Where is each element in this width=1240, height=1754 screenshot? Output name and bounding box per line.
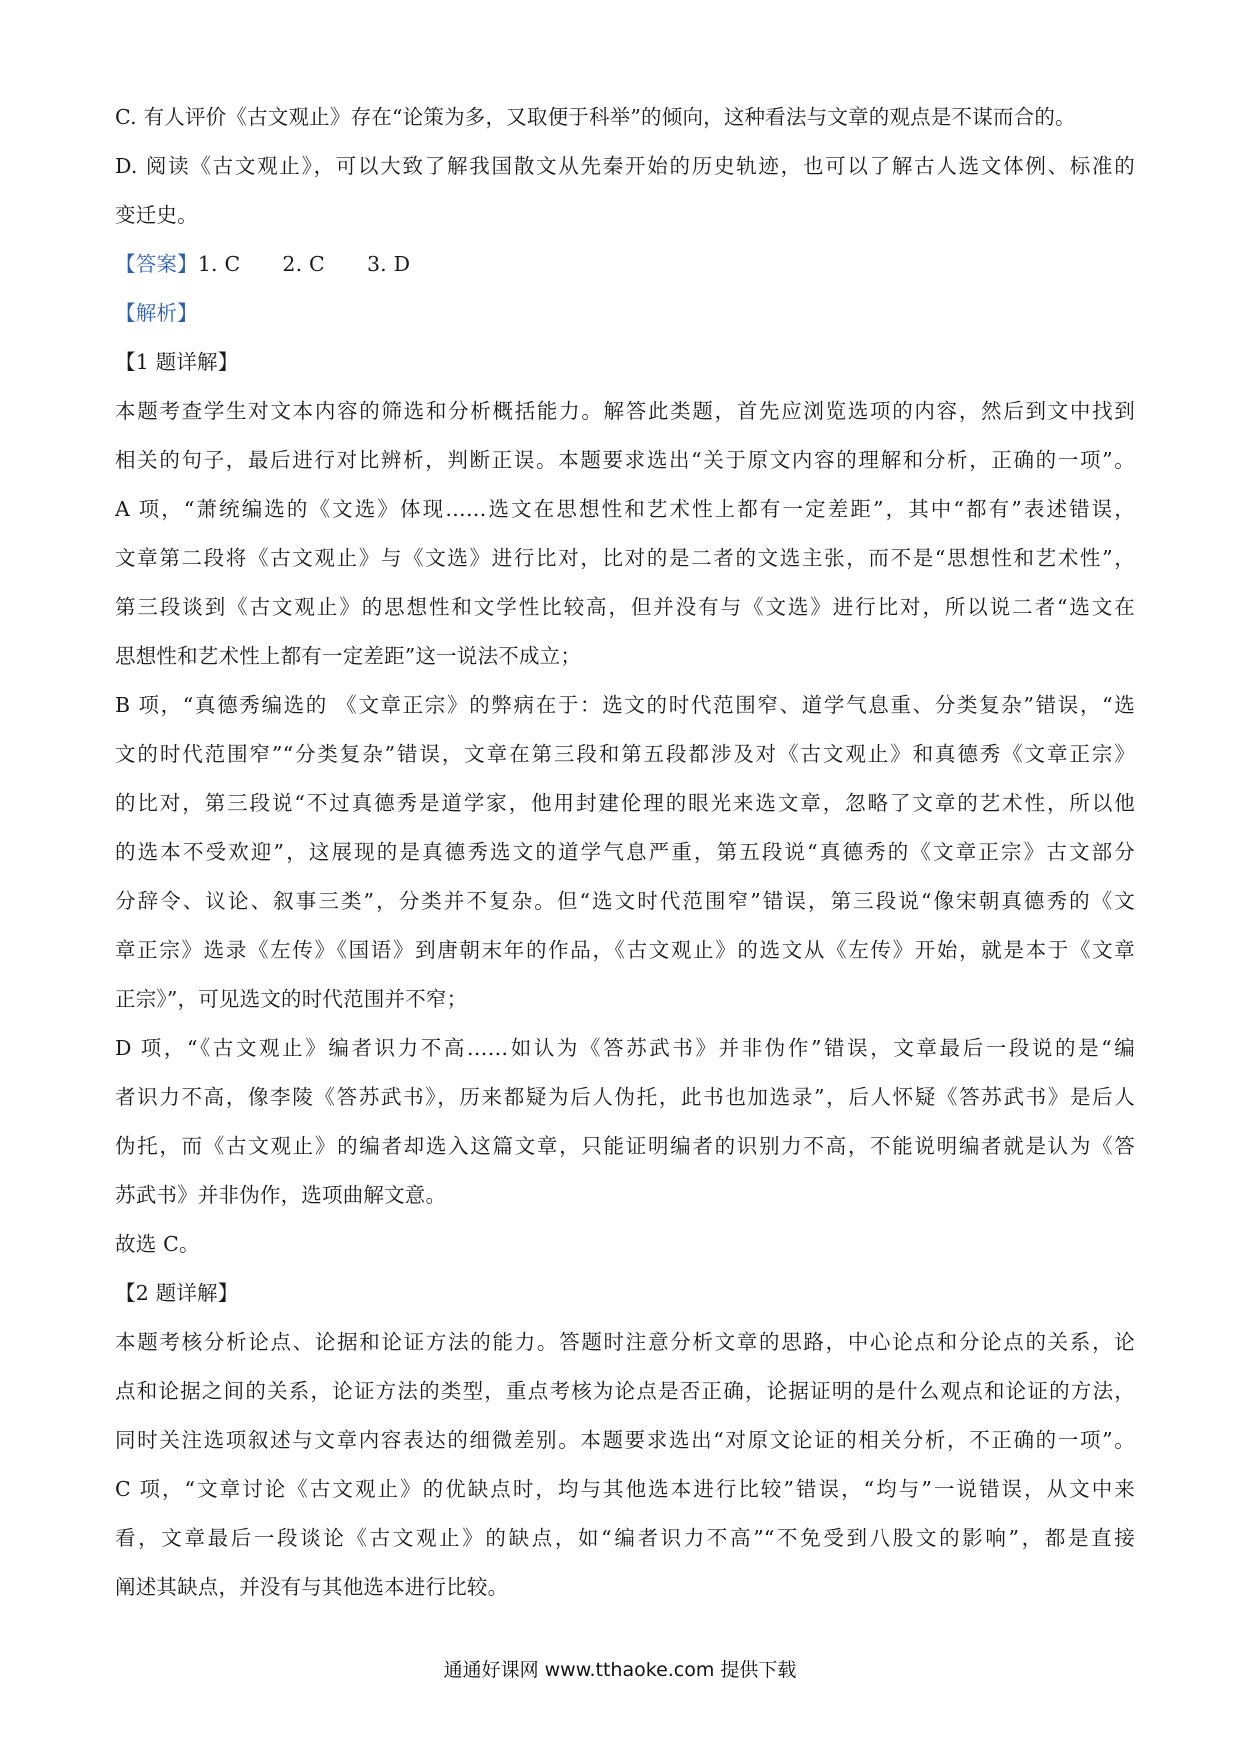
q2-explanation [115, 1318, 1135, 1612]
option-c: C. 有人评价《古文观止》存在“论策为多，又取便于科举”的倾向，这种看法与文章的观点是不谋而合的。 [115, 105, 1076, 129]
q2-line: C 项，“文章讨论《古文观止》的优缺点时，均与其他选本进行比较”错误，“均与”一说错误，从文中来 [115, 1477, 1135, 1501]
q1-line: 相关的句子，最后进行对比辨析，判断正误。本题要求选出“关于原文内容的理解和分析，正确的一项”。 [115, 448, 1135, 472]
option-d-line-2: 变迁史。 [115, 203, 198, 227]
answer-item-1: 1. C [197, 252, 241, 276]
q1-line: 者识力不高，像李陵《答苏武书》，历来都疑为后人伪托，此书也加选录”，后人怀疑《答苏武书》是后人 [115, 1085, 1135, 1109]
document-body [115, 93, 1135, 1612]
q1-line: 苏武书》并非伪作，选项曲解文意。 [115, 1183, 447, 1207]
q1-line: 文的时代范围窄”“分类复杂”错误，文章在第三段和第五段都涉及对《古文观止》和真德秀《文章正宗》 [115, 742, 1135, 766]
q1-line: 故选 C。 [115, 1232, 200, 1256]
q1-line: 思想性和艺术性上都有一定差距”这一说法不成立； [115, 644, 582, 668]
q2-line: 点和论据之间的关系，论证方法的类型，重点考核为论点是否正确，论据证明的是什么观点和论证的方法， [115, 1379, 1135, 1403]
answer-item-3: 3. D [366, 252, 411, 276]
q1-line: 本题考查学生对文本内容的筛选和分析概括能力。解答此类题，首先应浏览选项的内容，然后到文中找到 [115, 399, 1135, 423]
q1-line: 伪托，而《古文观止》的编者却选入这篇文章，只能证明编者的识别力不高，不能说明编者就是认为《答 [115, 1134, 1135, 1158]
q1-line: B 项，“真德秀编选的 《文章正宗》的弊病在于：选文的时代范围窄、道学气息重、分类复杂”错误，“选 [115, 693, 1135, 717]
q1-line: D 项，“《古文观止》编者识力不高……如认为《答苏武书》并非伪作”错误，文章最后一段说的是“编 [115, 1036, 1135, 1060]
q1-line: 第三段谈到《古文观止》的思想性和文学性比较高，但并没有与《文选》进行比对，所以说二者“选文在 [115, 595, 1135, 619]
q2-line: 阐述其缺点，并没有与其他选本进行比较。 [115, 1575, 509, 1599]
q1-line: 分辞令、议论、叙事三类”，分类并不复杂。但“选文时代范围窄”错误，第三段说“像宋朝真德秀的《文 [115, 889, 1135, 913]
q1-line: 的选本不受欢迎”，这展现的是真德秀选文的道学气息严重，第五段说“真德秀的《文章正宗》古文部分 [115, 840, 1135, 864]
answer-line [115, 240, 1135, 289]
analysis-label: 【解析】 [115, 301, 198, 325]
q1-line: 正宗》”，可见选文的时代范围并不窄； [115, 987, 468, 1011]
q1-heading: 【1 题详解】 [115, 350, 239, 374]
q1-line: 章正宗》选录《左传》《国语》到唐朝末年的作品，《古文观止》的选文从《左传》开始，就是本于《文章 [115, 938, 1135, 962]
answer-label: 【答案】 [115, 252, 198, 276]
footer-source: 通通好课网 www.tthaoke.com 提供下载 [443, 1659, 797, 1681]
q1-line: 文章第二段将《古文观止》与《文选》进行比对，比对的是二者的文选主张，而不是“思想性和艺术性”， [115, 546, 1135, 570]
answer-item-2: 2. C [282, 252, 325, 276]
q2-line: 本题考核分析论点、论据和论证方法的能力。答题时注意分析文章的思路，中心论点和分论点的关系，论 [115, 1330, 1135, 1354]
option-d-line-1: D. 阅读《古文观止》，可以大致了解我国散文从先秦开始的历史轨迹，也可以了解古人选文体例、标准的 [115, 154, 1135, 178]
q1-line: 的比对，第三段说“不过真德秀是道学家，他用封建伦理的眼光来选文章，忽略了文章的艺术性，所以他 [115, 791, 1135, 815]
q2-line: 看，文章最后一段谈论《古文观止》的缺点，如“编者识力不高”“不免受到八股文的影响”，都是直接 [115, 1526, 1135, 1550]
q2-heading: 【2 题详解】 [115, 1281, 239, 1305]
q2-line: 同时关注选项叙述与文章内容表达的细微差别。本题要求选出“对原文论证的相关分析，不正确的一项”。 [115, 1428, 1135, 1452]
q1-explanation [115, 387, 1135, 1269]
q1-line: A 项，“萧统编选的《文选》体现……选文在思想性和艺术性上都有一定差距”，其中“都有”表述错误， [115, 497, 1135, 521]
